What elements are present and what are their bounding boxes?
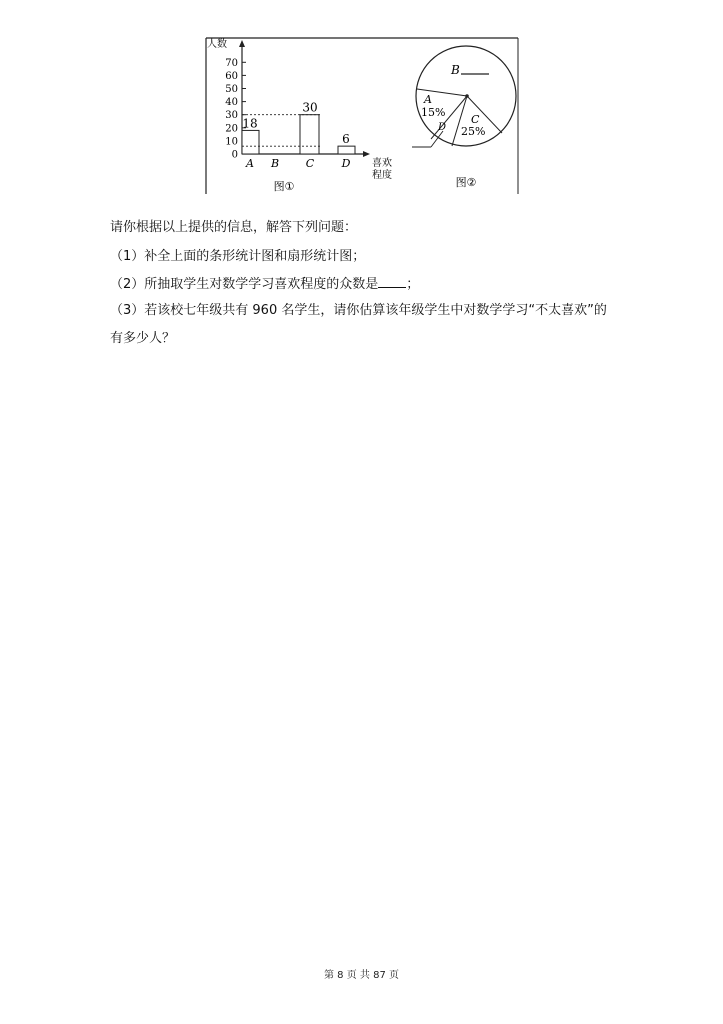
bar-d xyxy=(338,146,355,154)
question-2 xyxy=(110,274,419,294)
answer-blank xyxy=(378,274,406,288)
y-tick-label: 40 xyxy=(225,97,238,109)
pie-divider-cd xyxy=(452,96,467,146)
x-axis-label-line2: 程度 xyxy=(372,170,392,181)
pie-label-a: A xyxy=(424,93,432,106)
pie-label-c-pct: 25% xyxy=(461,125,486,138)
x-tick-label: B xyxy=(270,157,280,170)
bar-value-label: 30 xyxy=(302,100,318,115)
bar-chart xyxy=(207,37,392,181)
x-tick-label: C xyxy=(305,157,315,170)
y-tick-label: 60 xyxy=(225,70,238,82)
y-axis-arrow xyxy=(239,40,245,47)
question-2-end: ； xyxy=(406,277,420,292)
pie-label-c: C xyxy=(471,113,480,126)
page-footer: 第 8 页 共 87 页 xyxy=(324,970,399,981)
question-1: （1）补全上面的条形统计图和扇形统计图； xyxy=(110,249,366,264)
figure-area xyxy=(204,36,520,196)
x-tick-label: D xyxy=(341,157,351,170)
pie-center-dot xyxy=(465,94,469,98)
question-3-line1: （3）若该校七年级共有 960 名学生，请你估算该年级学生中对数学学习“不太喜欢”的 xyxy=(110,303,607,318)
bar-value-label: 6 xyxy=(342,132,350,147)
x-tick-label: A xyxy=(246,157,254,170)
question-2-text: （2）所抽取学生对数学学习喜欢程度的众数是 xyxy=(110,277,379,292)
y-tick-label: 30 xyxy=(225,110,238,122)
y-tick-label: 70 xyxy=(225,57,238,69)
y-tick-label: 20 xyxy=(225,123,238,135)
pie-label-b: B xyxy=(451,63,460,77)
pie-label-a-pct: 15% xyxy=(421,106,446,119)
y-tick-label: 0 xyxy=(231,149,238,161)
figure2-caption: 图② xyxy=(455,176,477,189)
intro-text: 请你根据以上提供的信息，解答下列问题： xyxy=(110,220,358,235)
y-tick-label: 50 xyxy=(225,84,238,95)
y-axis-label: 人数 xyxy=(207,39,227,50)
figure-svg xyxy=(204,36,520,196)
pie-label-d: D xyxy=(438,122,447,133)
x-axis-label-line1: 喜欢 xyxy=(372,158,392,169)
question-3-line2: 有多少人？ xyxy=(110,331,176,346)
y-tick-label: 10 xyxy=(225,136,238,148)
x-axis-arrow xyxy=(363,151,370,157)
bar-a xyxy=(242,130,259,154)
bar-value-label: 18 xyxy=(242,116,258,131)
figure1-caption: 图① xyxy=(273,180,295,193)
pie-chart xyxy=(412,46,516,147)
bar-c xyxy=(300,115,319,154)
